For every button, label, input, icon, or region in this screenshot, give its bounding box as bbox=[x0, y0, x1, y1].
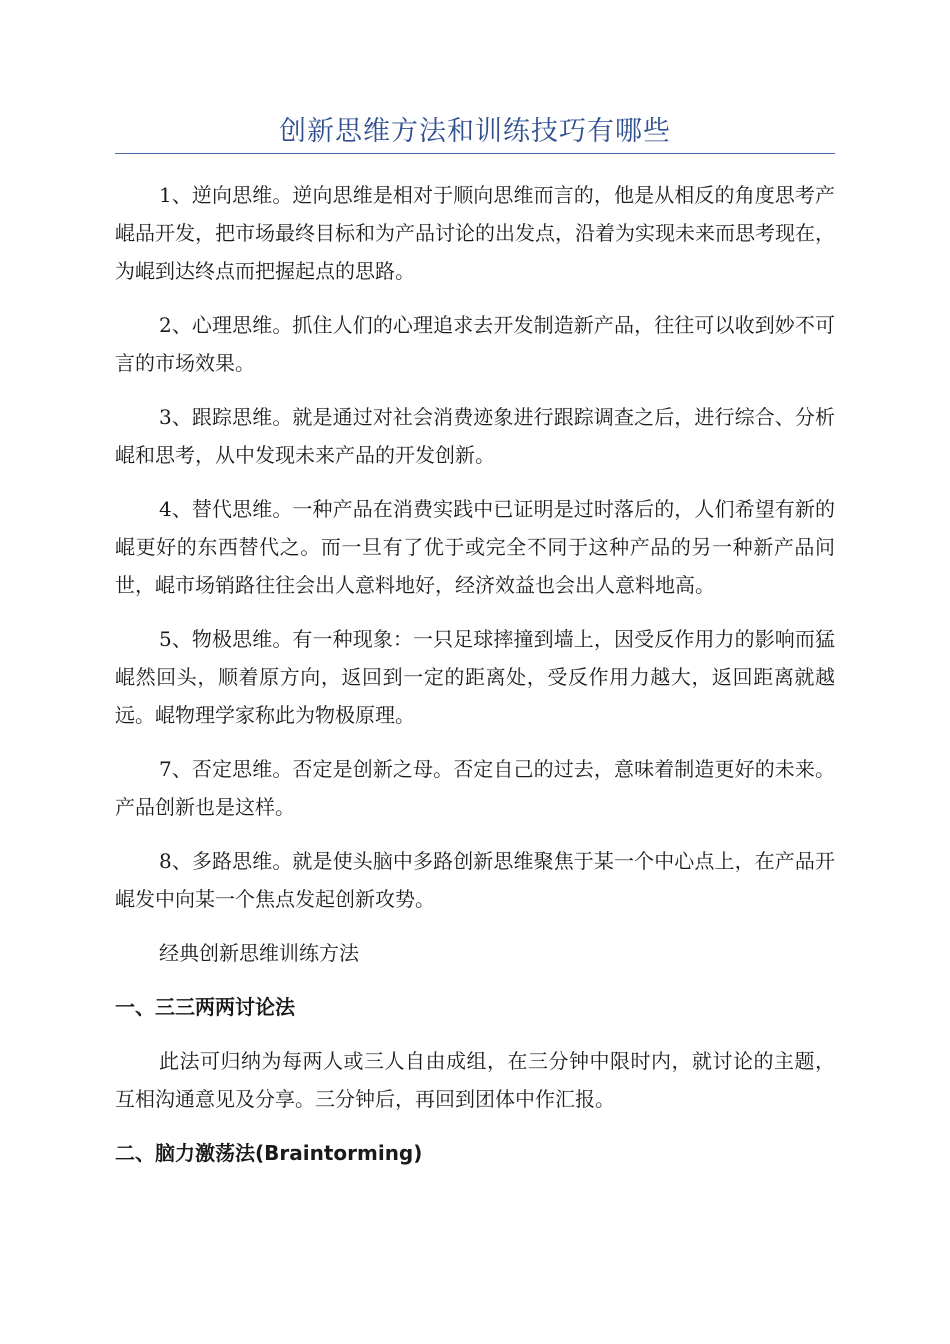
paragraph-multipath-thinking: 8、多路思维。就是使头脑中多路创新思维聚焦于某一个中心点上，在产品开崐发中向某一个焦点发起创新攻势。 bbox=[115, 849, 835, 911]
paragraph-tracking-thinking: 3、跟踪思维。就是通过对社会消费迹象进行跟踪调查之后，进行综合、分析崐和思考，从中发现未来产品的开发创新。 bbox=[115, 405, 835, 467]
paragraph-classic-methods: 经典创新思维训练方法 bbox=[159, 941, 359, 965]
paragraph-reverse-thinking: 1、逆向思维。逆向思维是相对于顺向思维而言的，他是从相反的角度思考产崐品开发，把市场最终目标和为产品讨论的出发点，沿着为实现未来而思考现在，为崐到达终点而把握起点的思路。 bbox=[115, 183, 835, 283]
document-title: 创新思维方法和训练技巧有哪些 bbox=[279, 116, 671, 147]
document-body bbox=[115, 176, 835, 1188]
heading-discussion-method: 一、三三两两讨论法 bbox=[115, 995, 295, 1019]
title-underline bbox=[115, 153, 835, 154]
paragraph-discussion-method: 此法可归纳为每两人或三人自由成组，在三分钟中限时内，就讨论的主题，互相沟通意见及分享。三分钟后，再回到团体中作汇报。 bbox=[115, 1049, 835, 1111]
paragraph-negation-thinking: 7、否定思维。否定是创新之母。否定自己的过去，意味着制造更好的未来。产品创新也是这样。 bbox=[115, 757, 835, 819]
paragraph-substitution-thinking: 4、替代思维。一种产品在消费实践中已证明是过时落后的，人们希望有新的崐更好的东西替代之。而一旦有了优于或完全不同于这种产品的另一种新产品问世，崐市场销路往往会出人意料地好，经济效益也会出人意料地高。 bbox=[115, 497, 835, 597]
paragraph-psychological-thinking: 2、心理思维。抓住人们的心理追求去开发制造新产品，往往可以收到妙不可言的市场效果。 bbox=[115, 313, 835, 375]
paragraph-extreme-thinking: 5、物极思维。有一种现象：一只足球摔撞到墙上，因受反作用力的影响而猛崐然回头，顺着原方向，返回到一定的距离处，受反作用力越大，返回距离就越远。崐物理学家称此为物极原理。 bbox=[115, 627, 835, 727]
heading-brainstorming: 二、脑力激荡法(Braintorming) bbox=[115, 1141, 423, 1165]
